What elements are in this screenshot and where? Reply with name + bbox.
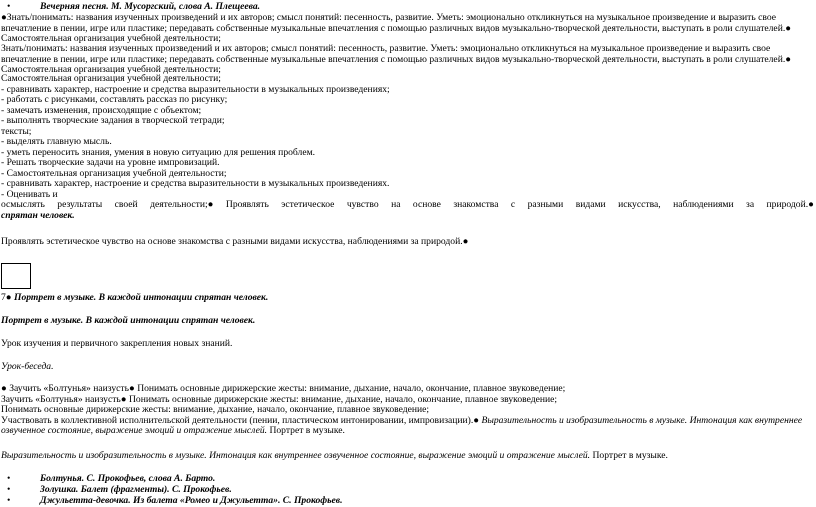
outcome-line: ● Заучить «Болтунья» наизусть● Понимать основные дирижерские жесты: внимание, дыхание, начало, окончание, плавное звуковедение;	[1, 383, 566, 394]
list-item: - выделять главную мысль.	[1, 136, 112, 147]
aesthetic-paragraph: Проявлять эстетическое чувство на основе знакомства с разными видами искусства, наблюдениями за природой.●	[1, 236, 469, 247]
dot-marker: ●	[1, 12, 7, 23]
list-item: - Самостоятельная организация учебной деятельности;	[1, 167, 227, 179]
dot-marker: ●	[473, 414, 480, 426]
bullet-marker: •	[7, 484, 11, 495]
dot-marker: ●	[808, 199, 814, 210]
expressiveness-line: Выразительность и изобразительность в музыке. Интонация как внутреннее озвученное состояние, выражение эмоций и отражение мыслей. Портрет в музыке.	[1, 450, 668, 461]
list-item: - работать с рисунками, составлять рассказ по рисунку;	[1, 94, 228, 105]
dot-marker: ●	[207, 199, 214, 210]
dot-marker: ●	[785, 53, 792, 65]
dot-marker: ●	[1, 383, 7, 394]
paragraph-knowledge-2: Знать/понимать: названия изученных произведений и их авторов; смысл понятий: песенность, развитие. Уметь: эмоционально откликнуться на музыкальное произведение и выразить свое впечатление в пении, игре или пластике; передавать собственные музыкальные впечатления с помощью различных видов музыкально-творческой деятельности, выступать в роли слушателей.● Самостоятельная организация учебной деятельности;	[1, 43, 792, 76]
bullet-marker: •	[7, 1, 11, 12]
list-item: - замечать изменения, происходящие с объектом;	[1, 104, 202, 116]
list-item: - сравнивать характер, настроение и средства выразительности в музыкальных произведениях;	[1, 83, 390, 95]
song-title: Вечерняя песня. М. Мусоргский, слова А. Плещеева.	[40, 1, 261, 12]
work-item: Болтунья. С. Прокофьев, слова А. Барто.	[40, 473, 216, 484]
paragraph-knowledge-1: ●Знать/понимать: названия изученных произведений и их авторов; смысл понятий: песенность, развитие. Уметь: эмоционально откликнуться на музыкальное произведение и выразить свое впечатление в пении, игре или пластике; передавать собственные музыкальные впечатления с помощью различных видов музыкально-творческой деятельности, выступать в роли слушателей.● Самостоятельная организация учебной деятельности;	[1, 12, 792, 45]
list-item: Самостоятельная организация учебной деятельности;	[1, 73, 221, 84]
empty-table-cell	[1, 263, 31, 289]
work-item: Джульетта-девочка. Из балета «Ромео и Джульетта». С. Прокофьев.	[40, 495, 343, 506]
list-item: тексты;	[1, 125, 32, 137]
list-item: - уметь переносить знания, умения в новую ситуацию для решения проблем.	[1, 146, 316, 158]
list-item: - выполнять творческие задания в творческой тетради;	[1, 115, 225, 126]
hidden-person-text: спрятан человек.	[1, 210, 75, 221]
lesson-type: Урок изучения и первичного закрепления новых знаний.	[1, 338, 233, 349]
list-item: - Решать творческие задачи на уровне импровизаций.	[1, 157, 220, 168]
justified-line: осмыслять результаты своей деятельности;● Проявлять эстетическое чувство на основе знакомства с разными видами искусства, наблюдениями за природой.●	[1, 199, 814, 210]
outcome-line: Понимать основные дирижерские жесты: внимание, дыхание, начало, окончание, плавное звуковедение;	[1, 404, 430, 415]
dot-marker: ●	[120, 393, 127, 405]
lesson-number: 7	[1, 292, 6, 303]
list-item: - Оценивать и	[1, 188, 58, 200]
dot-marker: ●	[128, 383, 135, 394]
outcome-line: Заучить «Болтунья» наизусть● Понимать основные дирижерские жесты: внимание, дыхание, начало, окончание, плавное звуковедение;	[1, 393, 558, 405]
dot-marker: ●	[5, 292, 12, 303]
outcome-paragraph: Участвовать в коллективной исполнительской деятельности (пении, пластическом интонировании, импровизации).● Выразительность и изобразительность в музыке. Интонация как внутреннее озвученное состояние, выражение эмоций и отражение мыслей. Портрет в музыке.	[1, 414, 803, 437]
bullet-marker: •	[7, 495, 11, 506]
lesson-number-line: 7● Портрет в музыке. В каждой интонации спрятан человек.	[1, 292, 269, 303]
dot-marker: ●	[462, 236, 469, 247]
lesson-form: Урок-беседа.	[1, 361, 54, 372]
bullet-marker: •	[7, 473, 11, 484]
work-item: Золушка. Балет (фрагменты). С. Прокофьев.	[40, 484, 232, 495]
dot-marker: ●	[785, 22, 792, 34]
list-item: - сравнивать характер, настроение и средства выразительности в музыкальных произведениях.	[1, 178, 390, 189]
lesson-topic: Портрет в музыке. В каждой интонации спрятан человек.	[1, 315, 256, 326]
